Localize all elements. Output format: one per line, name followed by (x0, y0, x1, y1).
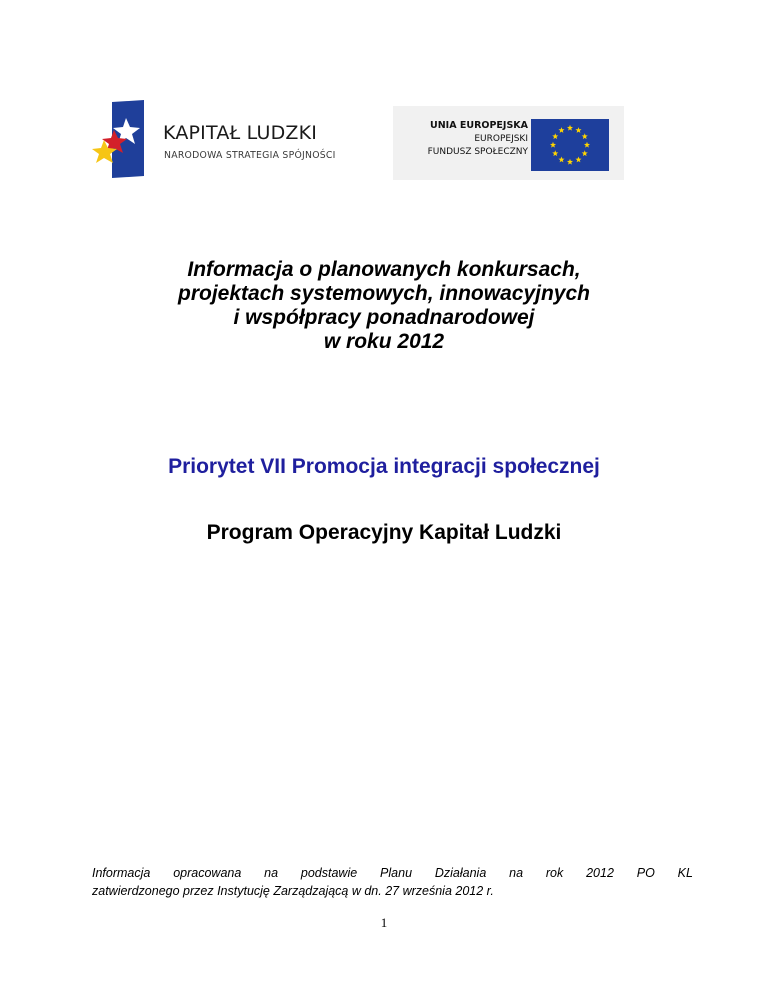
eu-logo (393, 106, 624, 180)
kapital-ludzki-subtitle: NARODOWA STRATEGIA SPÓJNOŚCI (164, 150, 336, 161)
note-word: Planu (380, 866, 413, 880)
source-note-line-2: zatwierdzonego przez Instytucję Zarządzającą w dn. 27 września 2012 r. (92, 884, 494, 898)
title-line-2: projektach systemowych, innowacyjnych (178, 282, 590, 305)
note-word: opracowana (173, 866, 242, 880)
document-title (0, 258, 768, 354)
note-word: Działania (434, 866, 487, 880)
kapital-ludzki-logo (92, 100, 382, 180)
note-word: podstawie (300, 866, 358, 880)
eu-line-3: FUNDUSZ SPOŁECZNY (427, 147, 528, 157)
note-word: Informacja (92, 866, 151, 880)
note-word: PO (636, 866, 655, 880)
note-word: KL (677, 866, 693, 880)
title-line-3: i współpracy ponadnarodowej (233, 306, 535, 329)
title-line-4: w roku 2012 (323, 330, 445, 353)
eu-flag-icon (531, 119, 609, 171)
note-word: na (509, 866, 524, 880)
page-number: 1 (380, 915, 388, 930)
priority-heading: Priorytet VII Promocja integracji społecznej (168, 455, 600, 478)
note-word: rok (545, 866, 564, 880)
source-note-line-1 (92, 864, 693, 882)
note-word: 2012 (586, 866, 614, 880)
eu-line-1: UNIA EUROPEJSKA (430, 120, 528, 131)
note-word: na (264, 866, 279, 880)
source-note (92, 864, 693, 900)
eu-logo-text (428, 118, 528, 159)
kapital-ludzki-emblem-icon (92, 100, 154, 178)
eu-line-2: EUROPEJSKI (474, 134, 528, 144)
title-line-1: Informacja o planowanych konkursach, (187, 258, 581, 281)
program-heading: Program Operacyjny Kapitał Ludzki (206, 521, 562, 544)
kapital-ludzki-title: KAPITAŁ LUDZKI (163, 122, 318, 144)
